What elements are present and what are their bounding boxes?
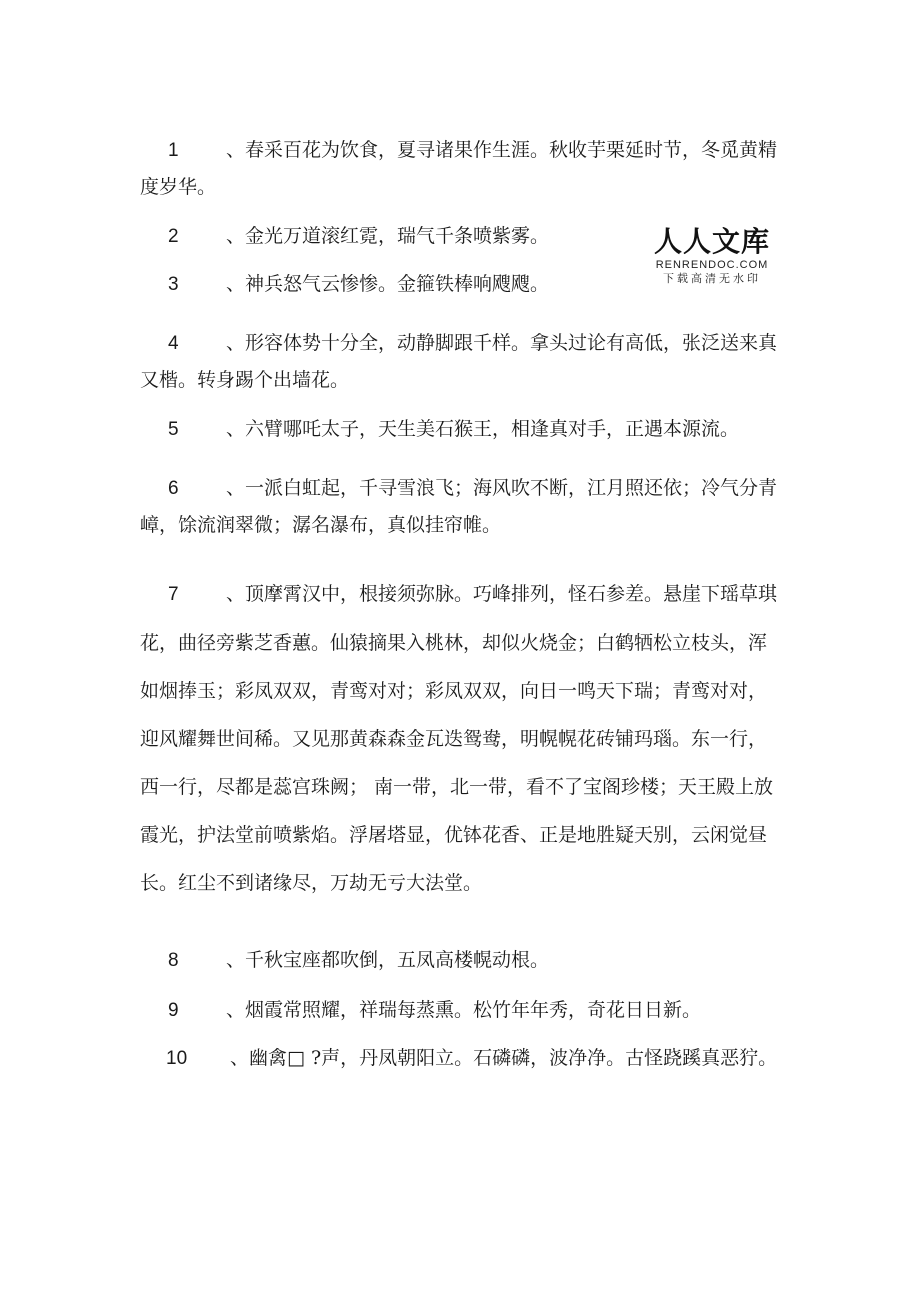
- paragraph-10: [140, 1034, 780, 1083]
- paragraph-text: 、神兵怒气云惨惨。金箍铁棒响飕飕。: [226, 273, 550, 295]
- watermark-logo: [647, 226, 777, 286]
- watermark-url: RENRENDOC.COM: [655, 259, 769, 271]
- paragraph-number: 2: [168, 226, 179, 247]
- paragraph-number: 1: [168, 140, 179, 161]
- watermark-subtitle: 下载高清无水印: [663, 272, 761, 285]
- paragraph-5: [140, 411, 780, 448]
- paragraph-1: [140, 132, 780, 205]
- paragraph-4: [140, 325, 780, 398]
- paragraph-text: 、金光万道滚红霓，瑞气千条喷紫雾。: [226, 225, 550, 247]
- paragraph-text: 、烟霞常照耀，祥瑞每蒸熏。松竹年年秀，奇花日日新。: [226, 999, 702, 1021]
- watermark-title: 人人文库: [653, 225, 770, 258]
- paragraph-text: 、六臂哪吒太子，天生美石猴王，相逢真对手，正遇本源流。: [226, 418, 740, 440]
- paragraph-number: 8: [168, 950, 179, 971]
- paragraph-text: 、千秋宝座都吹倒，五凤高楼幌动根。: [226, 949, 550, 971]
- paragraph-text: 、形容体势十分全，动静脚跟千样。拿头过论有高低，张泛送来真又楷。转身踢个出墙花。: [140, 332, 778, 391]
- paragraph-text: 、春采百花为饮食，夏寻诸果作生涯。秋收芋栗延时节，冬觅黄精度岁华。: [140, 139, 778, 198]
- paragraph-number: 4: [168, 333, 179, 354]
- paragraph-number: 10: [166, 1048, 188, 1069]
- paragraph-text: 、一派白虹起，千寻雪浪飞；海风吹不断，江月照还依；冷气分青嶂，馀流润翠微；潺名瀑布，真似挂帘帷。: [140, 477, 778, 536]
- paragraph-9: [140, 992, 780, 1029]
- paragraph-6: [140, 470, 780, 543]
- paragraph-number: 9: [168, 1000, 179, 1021]
- paragraph-number: 6: [168, 478, 179, 499]
- paragraph-number: 5: [168, 419, 179, 440]
- paragraph-7: [140, 570, 780, 907]
- paragraph-8: [140, 942, 780, 979]
- paragraph-number: 3: [168, 274, 179, 295]
- paragraph-text: 、顶摩霄汉中，根接须弥脉。巧峰排列，怪石参差。悬崖下瑶草琪花，曲径旁紫芝香蕙。仙猿摘果入桃林，却似火烧金；白鹤牺松立枝头，浑如烟捧玉；彩凤双双，青鸾对对；彩凤双双，向日一鸣天下瑞；青鸾对对，迎风耀舞世间稀。又见那黄森森金瓦迭鸳鸯，明幌幌花砖铺玛瑙。东一行，西一行，尽都是蕊宫珠阙； 南一带，北一带，看不了宝阁珍楼；天王殿上放霞光，护法堂前喷紫焰。浮屠塔显，优钵花香、正是地胜疑天别，云闲觉昼长。红尘不到诸缘尽，万劫无亏大法堂。: [140, 583, 778, 894]
- paragraph-text: 、幽禽□ ?声，丹凤朝阳立。石磷磷，波净净。古怪跷蹊真恶狞。: [230, 1047, 778, 1069]
- paragraph-number: 7: [168, 584, 179, 605]
